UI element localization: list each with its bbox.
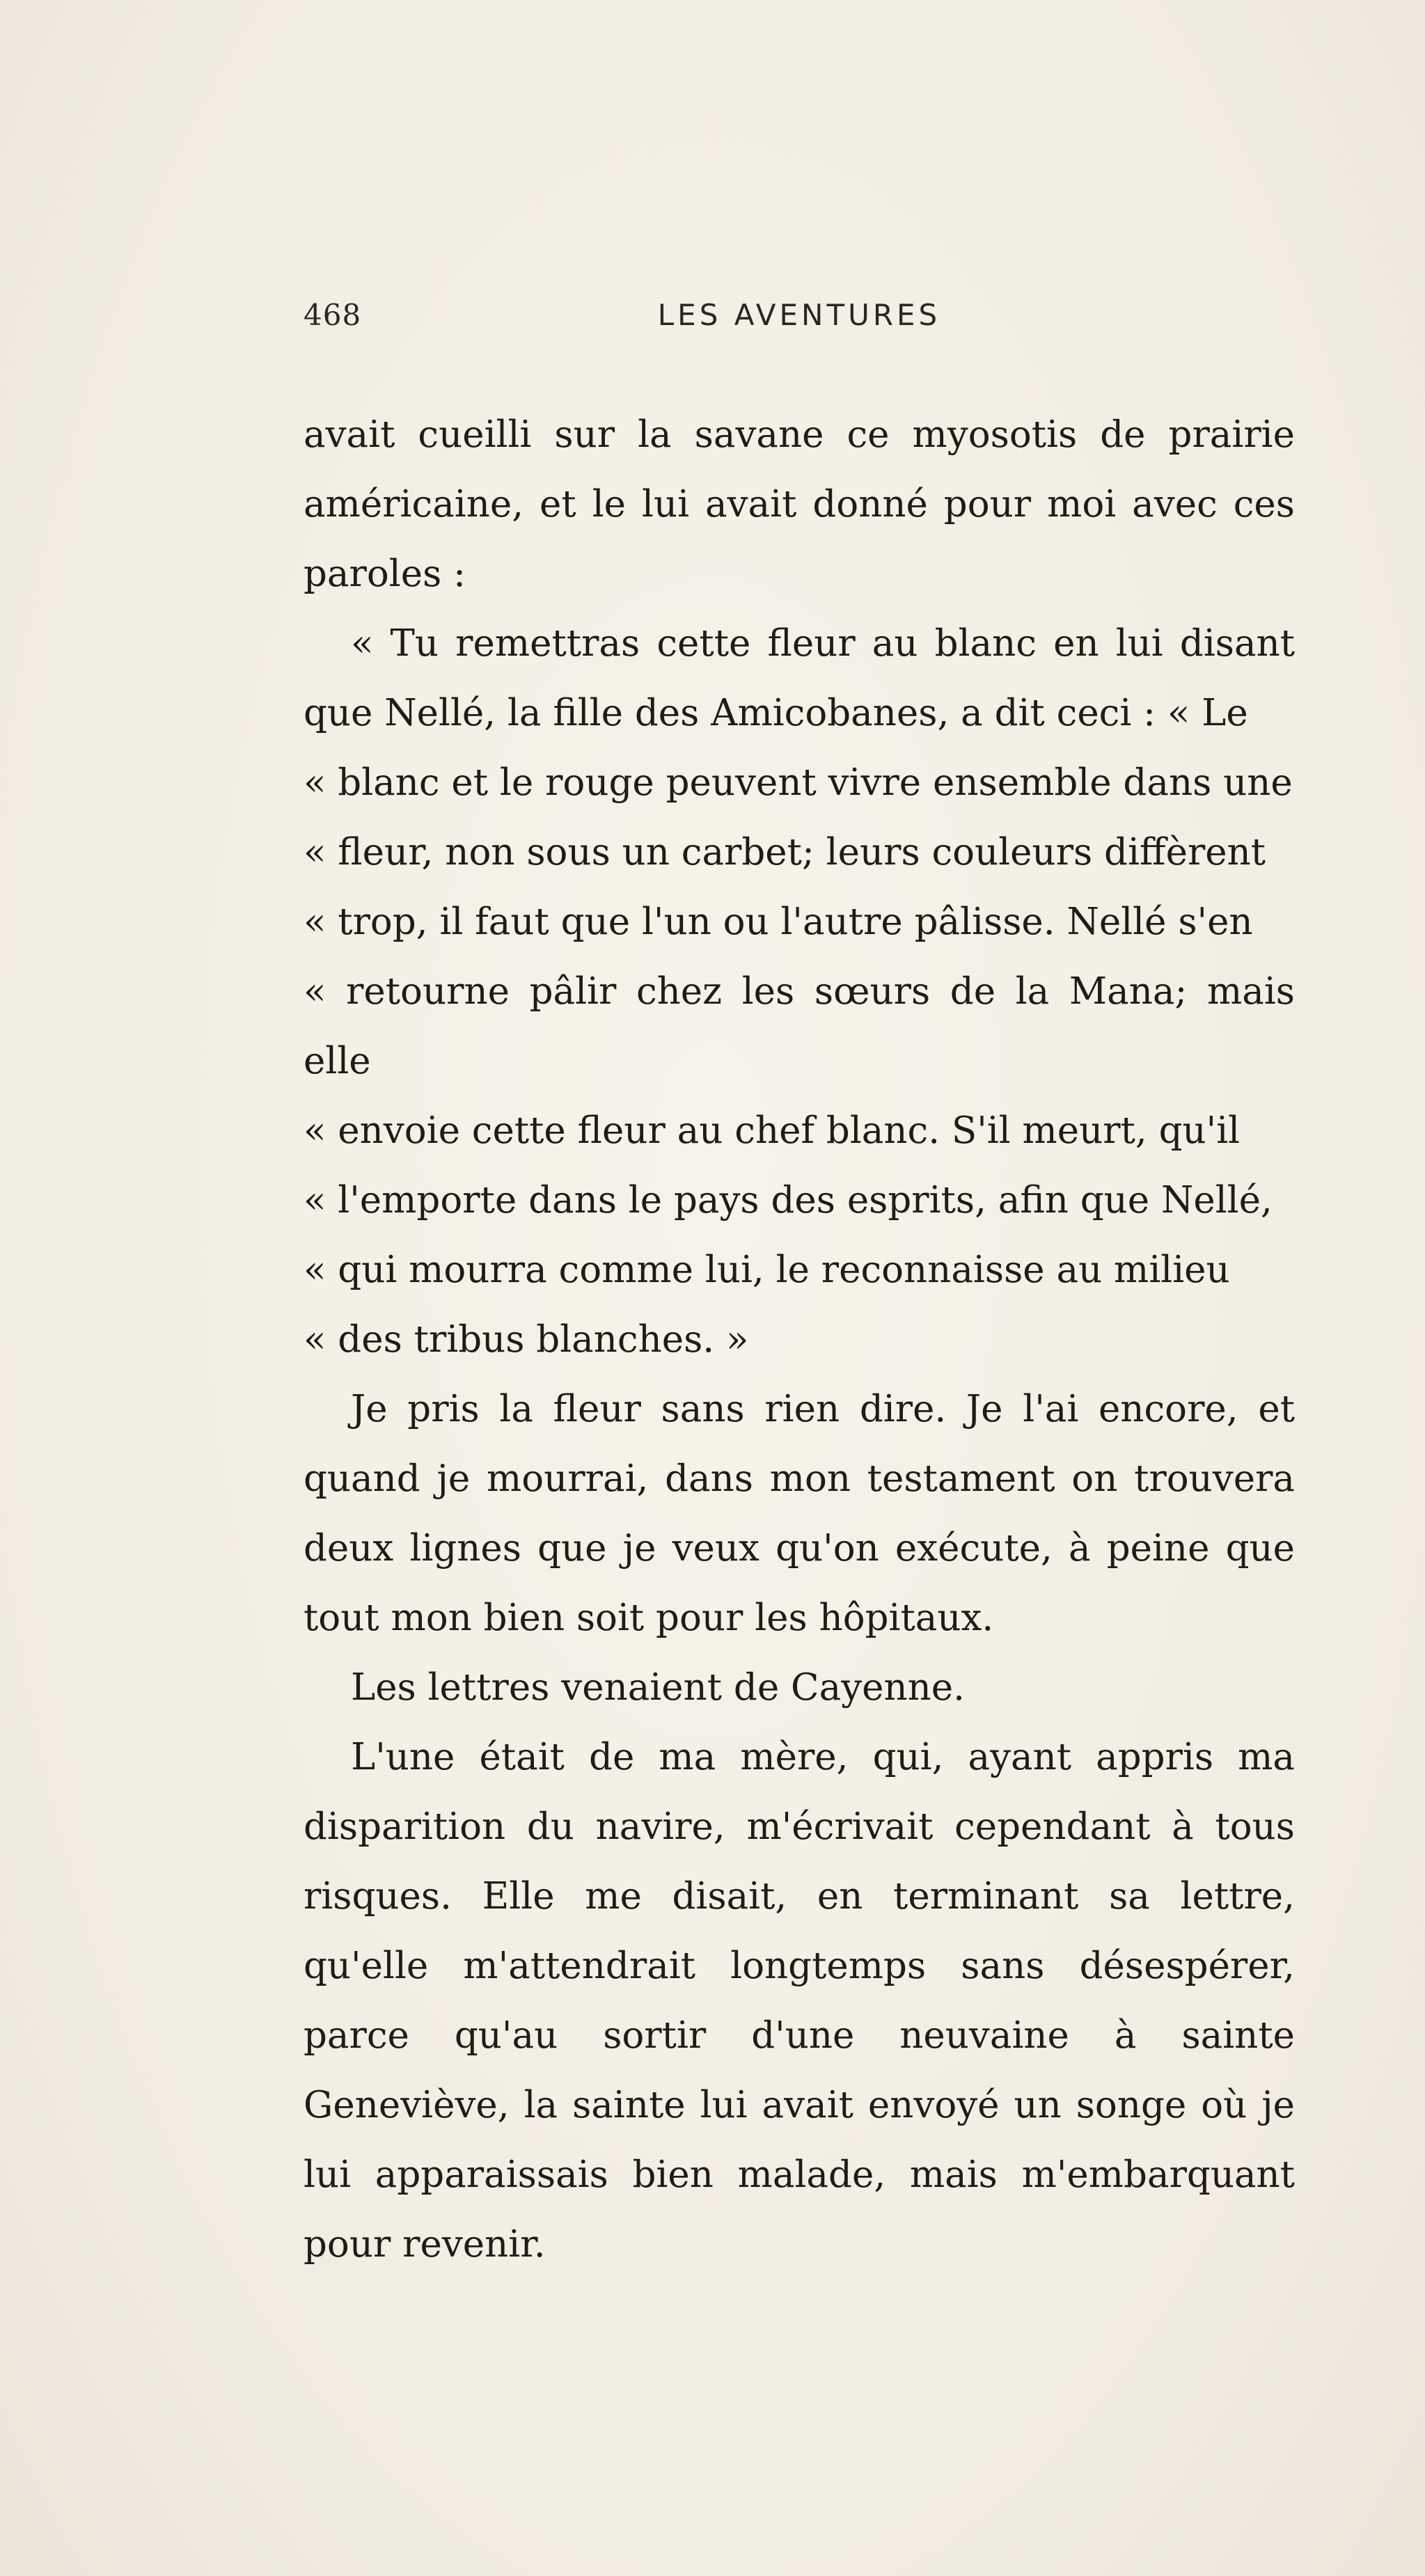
paragraph: L'une était de ma mère, qui, ayant appris ma disparition du navire, m'écrivait cependant à tous risques. Elle me disait, en terminant sa lettre, qu'elle m'attendrait longtemps sans désespérer, parce qu'au sortir d'une neuvaine à sainte Geneviève, la sainte lui avait envoyé un songe où je lui apparaissais bien malade, mais m'embarquant pour revenir. (304, 1736, 1295, 2266)
quoted-line: « envoie cette fleur au chef blanc. S'il meurt, qu'il (304, 1109, 1241, 1152)
quoted-line: « qui mourra comme lui, le reconnaisse au milieu (304, 1249, 1230, 1291)
quoted-line: « trop, il faut que l'un ou l'autre pâlisse. Nellé s'en (304, 901, 1253, 943)
paragraph: Je pris la fleur sans rien dire. Je l'ai encore, et quand je mourrai, dans mon testament on trouvera deux lignes que je veux qu'on exécute, à peine que tout mon bien soit pour les hôpitaux. (304, 1388, 1295, 1639)
quoted-line: « des tribus blanches. » (304, 1318, 749, 1361)
paragraph: avait cueilli sur la savane ce myosotis de prairie américaine, et le lui avait donné pour moi avec ces paroles : (304, 413, 1295, 595)
page-header (304, 298, 1295, 347)
body-text (304, 400, 1295, 2279)
paragraph: Les lettres venaient de Cayenne. (351, 1666, 965, 1709)
running-title: LES AVENTURES (657, 298, 941, 332)
quoted-line: « blanc et le rouge peuvent vivre ensemble dans une (304, 761, 1293, 804)
quoted-line: « retourne pâlir chez les sœurs de la Mana; mais elle (304, 970, 1295, 1082)
paragraph: « Tu remettras cette fleur au blanc en lui disant que Nellé, la fille des Amicobanes, a dit ceci : « Le (304, 622, 1295, 734)
page-number: 468 (304, 298, 362, 332)
quoted-line: « fleur, non sous un carbet; leurs couleurs diffèrent (304, 831, 1266, 874)
quoted-line: « l'emporte dans le pays des esprits, afin que Nellé, (304, 1179, 1273, 1222)
